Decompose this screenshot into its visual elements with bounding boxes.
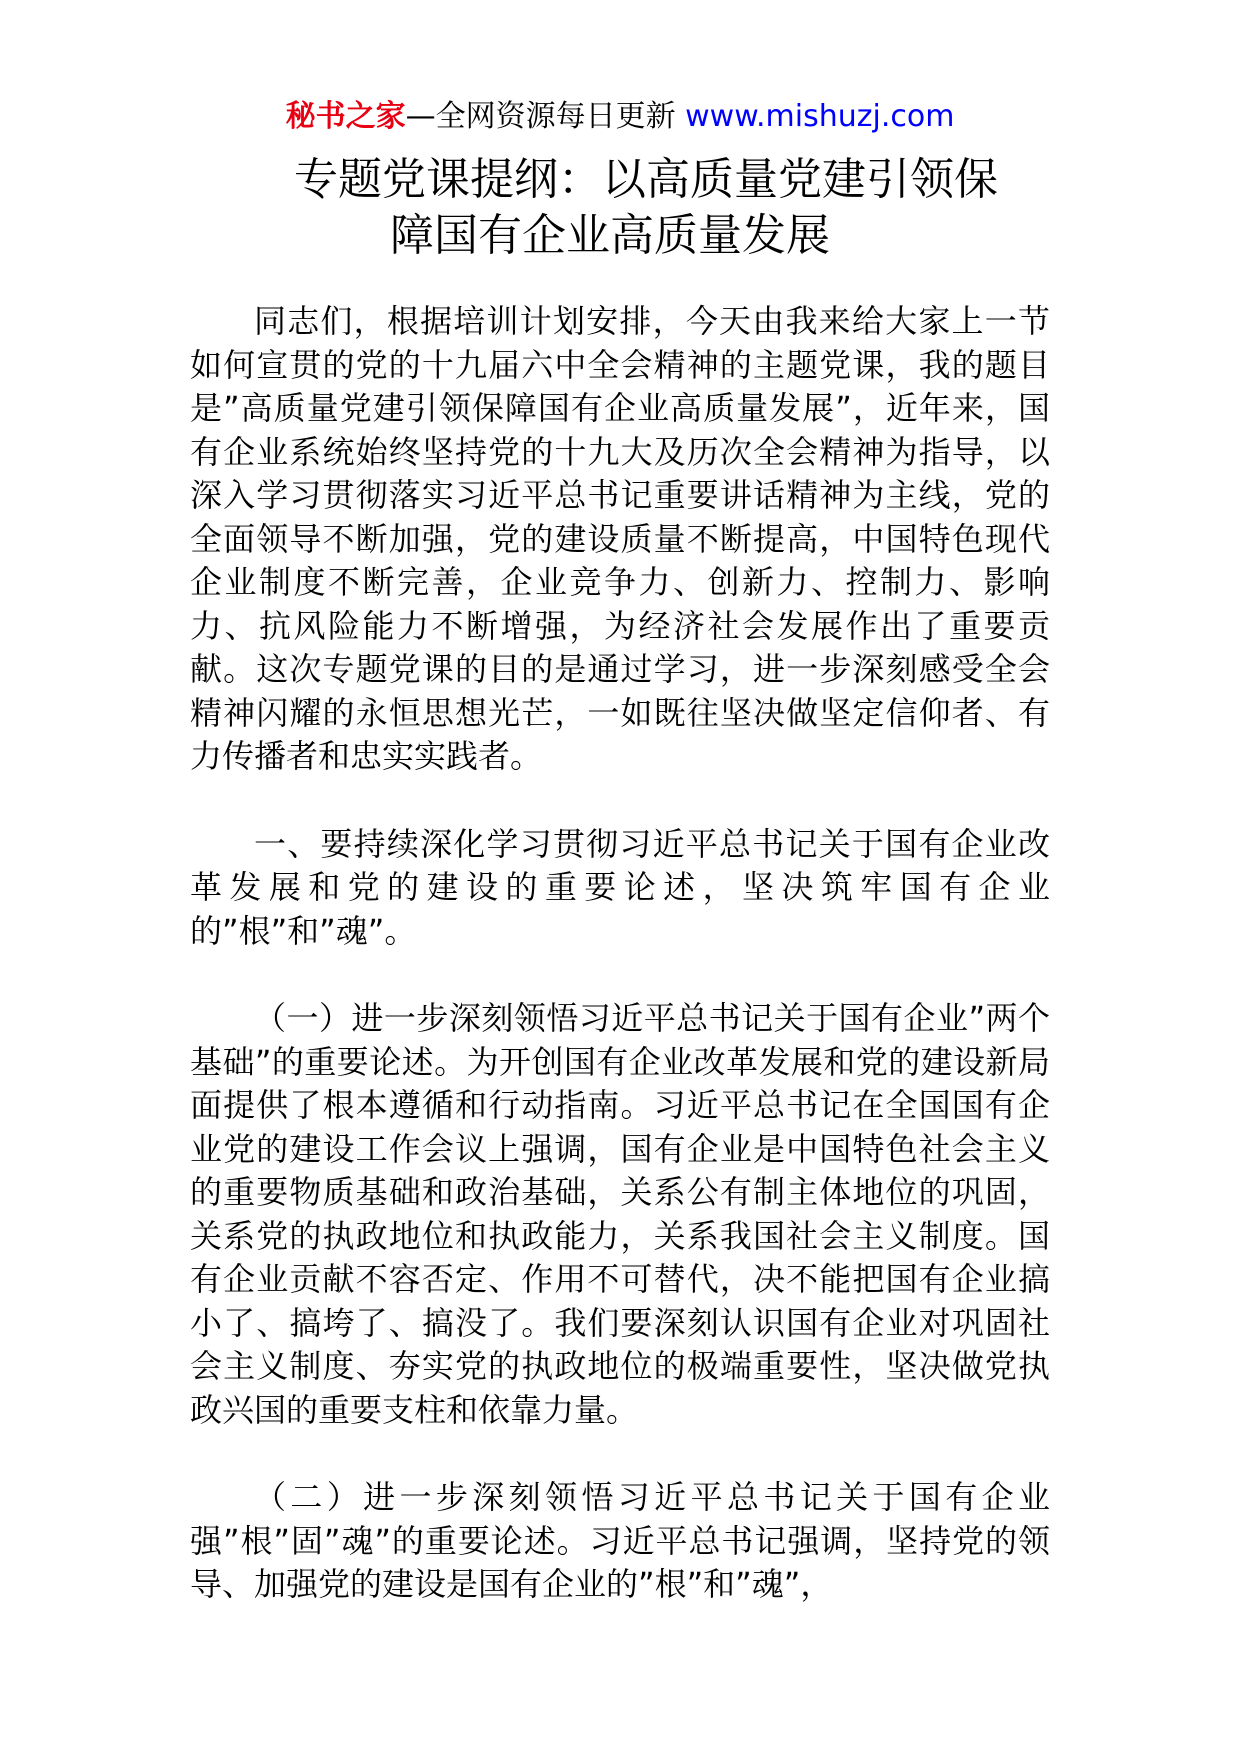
site-header bbox=[0, 97, 1240, 137]
paragraph-section-1: 一、要持续深化学习贯彻习近平总书记关于国有企业改革发展和党的建设的重要论述，坚决筑牢国有企业的”根”和”魂”。 bbox=[190, 824, 1050, 950]
document-body bbox=[190, 300, 1050, 1607]
header-url-link[interactable]: www.mishuzj.com bbox=[685, 99, 955, 134]
document-title bbox=[190, 152, 1090, 264]
header-slogan: —全网资源每日更新 bbox=[405, 99, 676, 134]
brand-name: 秘书之家 bbox=[285, 99, 406, 134]
paragraph-subsection-2: （二）进一步深刻领悟习近平总书记关于国有企业强”根”固”魂”的重要论述。习近平总书记强调，坚持党的领导、加强党的建设是国有企业的”根”和”魂”， bbox=[190, 1478, 1050, 1603]
paragraph-intro: 同志们，根据培训计划安排，今天由我来给大家上一节如何宣贯的党的十九届六中全会精神的主题党课，我的题目是”高质量党建引领保障国有企业高质量发展”，近年来，国有企业系统始终坚持党的十九大及历次全会精神为指导，以深入学习贯彻落实习近平总书记重要讲话精神为主线，党的全面领导不断加强，党的建设质量不断提高，中国特色现代企业制度不断完善，企业竞争力、创新力、控制力、影响力、抗风险能力不断增强，为经济社会发展作出了重要贡献。这次专题党课的目的是通过学习，进一步深刻感受全会精神闪耀的永恒思想光芒，一如既往坚决做坚定信仰者、有力传播者和忠实实践者。 bbox=[190, 302, 1050, 775]
document-title-line-2: 障国有企业高质量发展 bbox=[390, 210, 830, 261]
paragraph-subsection-1: （一）进一步深刻领悟习近平总书记关于国有企业”两个基础”的重要论述。为开创国有企业改革发展和党的建设新局面提供了根本遵循和行动指南。习近平总书记在全国国有企业党的建设工作会议上强调，国有企业是中国特色社会主义的重要物质基础和政治基础，关系公有制主体地位的巩固，关系党的执政地位和执政能力，关系我国社会主义制度。国有企业贡献不容否定、作用不可替代，决不能把国有企业搞小了、搞垮了、搞没了。我们要深刻认识国有企业对巩固社会主义制度、夯实党的执政地位的极端重要性，坚决做党执政兴国的重要支柱和依靠力量。 bbox=[190, 999, 1050, 1429]
document-title-line-1: 专题党课提纲：以高质量党建引领保 bbox=[294, 154, 998, 205]
